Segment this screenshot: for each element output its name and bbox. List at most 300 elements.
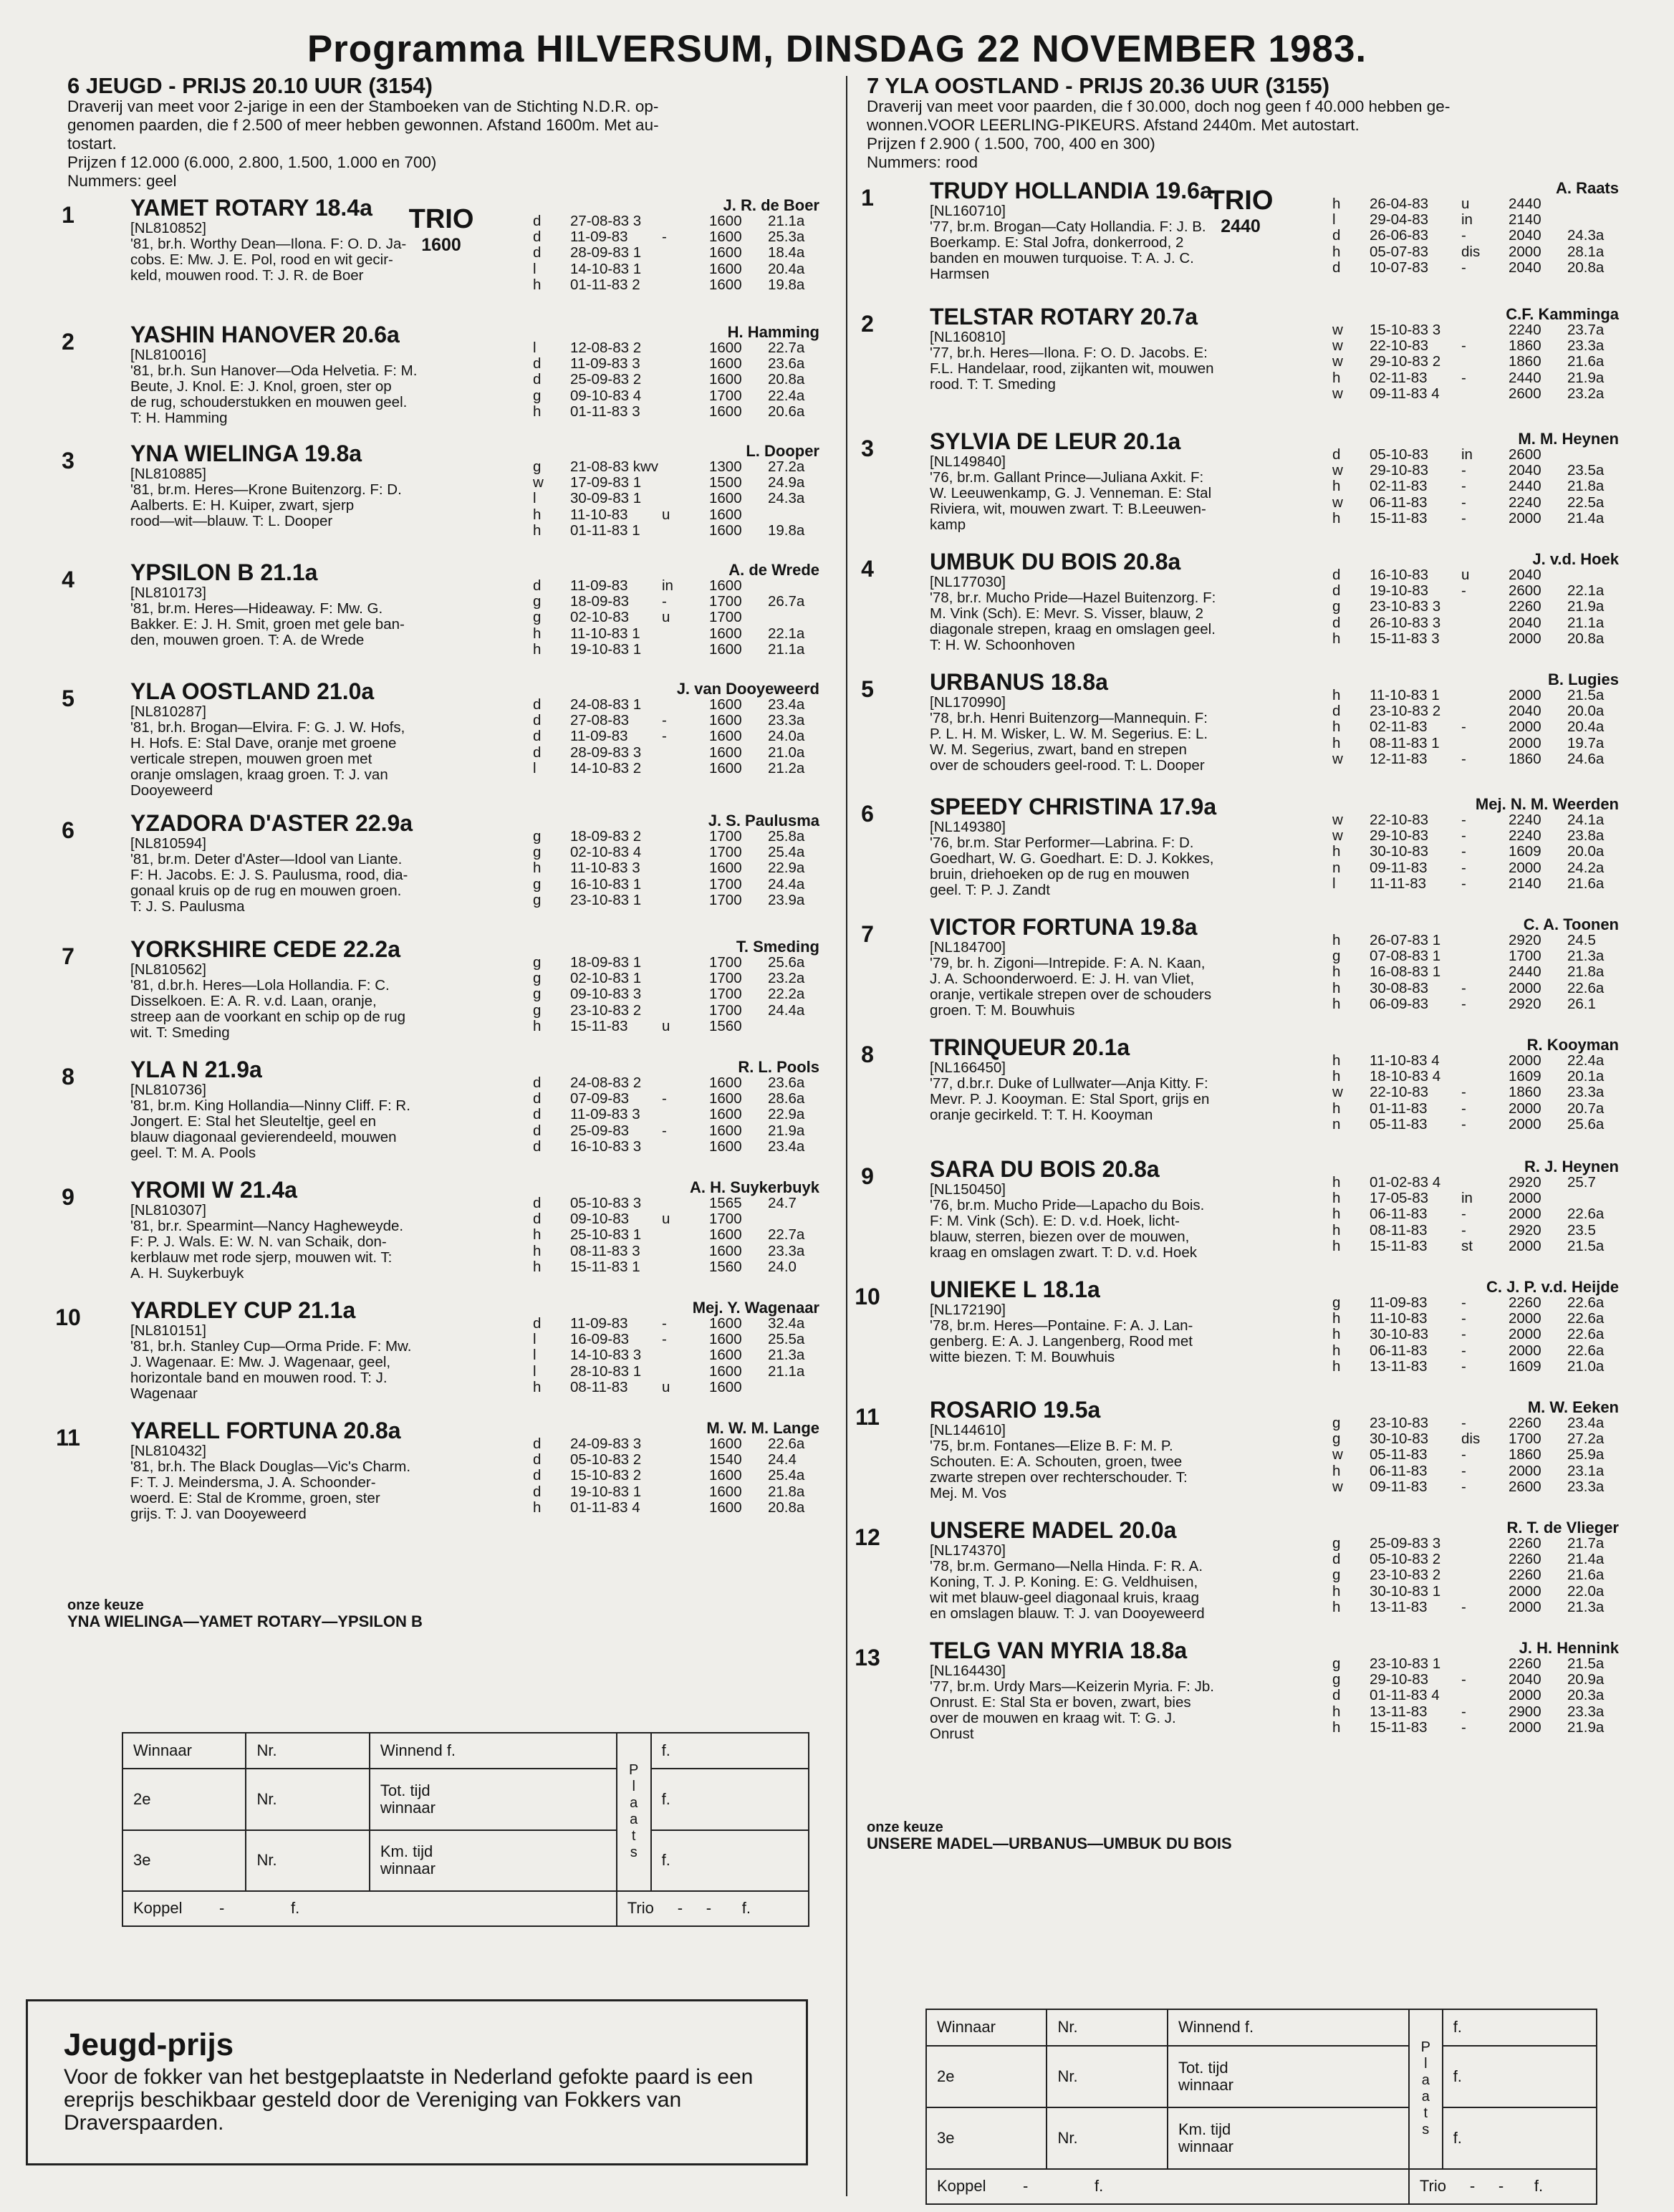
- track-code: d: [533, 1467, 542, 1484]
- track-code: h: [533, 625, 542, 642]
- nr-label: Nr.: [1047, 2107, 1167, 2169]
- track-code: w: [1332, 812, 1343, 828]
- winnend-label: Winnend f.: [370, 1733, 617, 1769]
- past-performances: [533, 340, 857, 420]
- race-distance: 2040: [1509, 259, 1541, 276]
- horse-details: [130, 221, 560, 330]
- detail-line: Aalberts. E: H. Kuiper, zwart, sjerp: [130, 497, 355, 514]
- race-distance: 2260: [1509, 1535, 1541, 1552]
- race-distance: 1600: [709, 213, 742, 229]
- race-distance: 2000: [1509, 859, 1541, 876]
- race-remark: -: [1461, 750, 1466, 767]
- third-label: 3e: [122, 1830, 246, 1891]
- detail-line: '77, br.m. Brogan—Caty Hollandia. F: J. B.: [930, 218, 1206, 235]
- past-performances: [1332, 447, 1656, 526]
- race-distance: 2000: [1509, 1582, 1541, 1600]
- performance-row: [1332, 736, 1656, 751]
- performance-row: [533, 1139, 857, 1155]
- performance-row: [1332, 1688, 1656, 1703]
- detail-line: cobs. E: Mw. J. E. Pol, rood en wit gecir-: [130, 251, 393, 268]
- horse-name: YZADORA D'ASTER 22.9a: [130, 810, 413, 836]
- race-distance: 1600: [709, 1315, 742, 1332]
- race-time: 20.8a: [1567, 630, 1605, 647]
- performance-row: [1332, 1584, 1656, 1600]
- detail-line: Jongert. E: Stal het Sleuteltje, geel en: [130, 1113, 377, 1130]
- race-distance: 1600: [709, 1074, 742, 1091]
- trainer-name: M. M. Heynen: [1518, 430, 1619, 448]
- performance-row: [1332, 1175, 1656, 1191]
- entry-number: 2: [861, 311, 874, 337]
- trainer-name: J. S. Paulusma: [708, 812, 819, 830]
- detail-line: rood—wit—blauw. T: L. Dooper: [130, 513, 333, 529]
- detail-line: '81, br.h. Brogan—Elvira. F: G. J. W. Hofs,: [130, 719, 405, 736]
- horse-details: [130, 1443, 560, 1552]
- track-code: g: [533, 844, 542, 861]
- track-code: w: [533, 474, 544, 491]
- track-code: d: [1332, 1687, 1341, 1704]
- race-distance: 1609: [1509, 1357, 1541, 1375]
- koppel-dash: -: [1023, 2177, 1029, 2196]
- race-remark: -: [1461, 509, 1466, 526]
- race-distance: 1600: [709, 1499, 742, 1516]
- performance-row: [533, 1380, 857, 1395]
- race-time: 23.4a: [1567, 1415, 1605, 1431]
- trainer-name: J. H. Hennink: [1519, 1639, 1619, 1657]
- race-time: 20.3a: [1567, 1687, 1605, 1704]
- detail-line: Koning, T. J. P. Koning. E: G. Veldhuisen,: [930, 1574, 1198, 1590]
- performance-row: [533, 761, 857, 776]
- track-code: h: [1332, 718, 1341, 736]
- race-distance: 1700: [709, 387, 742, 404]
- detail-line: [NL160710]: [930, 203, 1006, 219]
- track-code: h: [1332, 1310, 1341, 1327]
- horse-details: [930, 454, 1360, 563]
- horse-entry: [62, 195, 855, 314]
- performance-row: [533, 610, 857, 625]
- race-remark: -: [1461, 1115, 1466, 1133]
- track-code: h: [1332, 478, 1341, 495]
- trio-cell: [1409, 2169, 1597, 2204]
- race-distance: 2600: [1509, 582, 1541, 600]
- race-remark: -: [1461, 259, 1466, 276]
- trio-cell: [617, 1891, 809, 1926]
- race-distance: 2240: [1509, 812, 1541, 828]
- race-remark: [1461, 615, 1509, 631]
- trainer-name: H. Hamming: [727, 323, 819, 341]
- horse-entry: [855, 1517, 1655, 1636]
- race-remark: [662, 697, 709, 713]
- race-distance: 1600: [709, 728, 742, 745]
- detail-line: '81, br.h. Stanley Cup—Orma Pride. F: Mw.: [130, 1338, 412, 1355]
- track-code: h: [533, 276, 542, 293]
- race-remark: u: [662, 1017, 670, 1034]
- detail-line: [NL172190]: [930, 1302, 1006, 1318]
- race-remark: [662, 1347, 709, 1363]
- race-time: 19.7a: [1567, 734, 1605, 751]
- race-time: 23.3a: [1567, 1084, 1605, 1101]
- race-remark: [662, 1244, 709, 1259]
- race-time: 21.1a: [768, 640, 805, 658]
- race-distance: 1600: [709, 244, 742, 261]
- past-performances: [533, 1075, 857, 1155]
- plaats-label: [1409, 2009, 1443, 2169]
- entry-number: 7: [62, 943, 74, 969]
- track-code: d: [1332, 227, 1341, 244]
- race-remark: [662, 955, 709, 971]
- plaats-letter: a: [1421, 2089, 1430, 2105]
- detail-line: '81, br.m. Heres—Hideaway. F: Mw. G.: [130, 600, 383, 617]
- race-distance: 1600: [709, 759, 742, 776]
- race-remark: [1461, 1053, 1509, 1069]
- race-distance: 1700: [709, 828, 742, 845]
- horse-name: UMBUK DU BOIS 20.8a: [930, 549, 1181, 574]
- track-code: h: [1332, 1598, 1341, 1615]
- detail-line: P. L. H. M. Wisker, L. W. M. Segerius. E: L.: [930, 726, 1208, 742]
- performance-row: [1332, 933, 1656, 948]
- detail-line: '81, br.r. Spearmint—Nancy Hagheweyde.: [130, 1218, 404, 1234]
- race-time: 23.3a: [768, 1242, 805, 1259]
- race-remark: -: [1461, 1206, 1466, 1223]
- detail-line: Boerkamp. E: Stal Jofra, donkerrood, 2: [930, 234, 1184, 251]
- detail-line: '77, br.m. Urdy Mars—Keizerin Myria. F: Jb.: [930, 1678, 1214, 1695]
- detail-line: Onrust: [930, 1726, 974, 1742]
- race-date-place: 27-08-83 3: [570, 213, 642, 229]
- race-date-place: 07-09-83: [570, 1090, 630, 1107]
- track-code: d: [533, 1074, 542, 1091]
- race-remark: -: [1461, 582, 1466, 600]
- onze-keuze-picks: UNSERE MADEL—URBANUS—UMBUK DU BOIS: [867, 1834, 1232, 1852]
- performance-row: [533, 1211, 857, 1227]
- km-tijd-label-line2: winnaar: [380, 1860, 436, 1878]
- race-time: 22.6a: [1567, 1294, 1605, 1311]
- track-code: h: [533, 521, 542, 539]
- race-distance: 1600: [709, 1090, 742, 1107]
- race-date-place: 25-09-83 2: [570, 371, 642, 388]
- detail-line: '78, br.h. Henri Buitenzorg—Mannequin. F:: [930, 710, 1208, 726]
- race-time: 22.1a: [1567, 582, 1605, 600]
- past-performances: [533, 213, 857, 293]
- race-remark: [662, 523, 709, 539]
- performance-row: [533, 356, 857, 372]
- race-time: 21.6a: [1567, 353, 1605, 370]
- race-distance: 2000: [1509, 1342, 1541, 1359]
- race-date-place: 06-11-83: [1370, 1206, 1428, 1223]
- track-code: w: [1332, 385, 1343, 402]
- performance-row: [533, 1227, 857, 1243]
- trainer-name: R. Kooyman: [1526, 1036, 1619, 1054]
- race-time: 25.4a: [768, 1467, 805, 1484]
- race-distance: 2000: [1509, 1310, 1541, 1327]
- koppel-cell: [926, 2169, 1409, 2204]
- performance-row: [1332, 212, 1656, 228]
- horse-details: [930, 1302, 1360, 1411]
- horse-name: YLA OOSTLAND 21.0a: [130, 678, 375, 704]
- track-code: h: [1332, 963, 1341, 981]
- race-remark: -: [1461, 1598, 1466, 1615]
- race-remark: dis: [1461, 1430, 1481, 1448]
- plaats-letter: a: [630, 1812, 638, 1828]
- track-code: g: [533, 828, 542, 845]
- race-distance: 2260: [1509, 1567, 1541, 1584]
- race-distance: 1609: [1509, 1068, 1541, 1085]
- race-heading: 6 JEUGD - PRIJS 20.10 UUR (3154): [67, 73, 433, 98]
- race-distance: 2040: [1509, 703, 1541, 720]
- race-remark: [1461, 1584, 1509, 1600]
- race-remark: -: [1461, 478, 1466, 495]
- track-code: d: [533, 213, 542, 229]
- race-time: 32.4a: [768, 1315, 805, 1332]
- race-remark: [1461, 1552, 1509, 1567]
- race-distance: 2000: [1509, 509, 1541, 526]
- detail-line: kerblauw met rode sjerp, mouwen wit. T:: [130, 1249, 393, 1266]
- performance-row: [533, 893, 857, 908]
- detail-line: verticale strepen, mouwen groen met: [130, 751, 372, 767]
- horse-entry: [55, 1297, 855, 1416]
- performance-row: [1332, 948, 1656, 964]
- performance-row: [533, 578, 857, 594]
- race-time: 20.7a: [1567, 1100, 1605, 1117]
- track-code: d: [533, 696, 542, 713]
- track-code: d: [533, 244, 542, 261]
- track-code: g: [1332, 1655, 1341, 1672]
- performance-row: [533, 594, 857, 610]
- trio-label: Trio: [627, 1899, 654, 1918]
- race-remark: [662, 1468, 709, 1484]
- horse-entry: [855, 1397, 1655, 1516]
- race-date-place: 16-08-83 1: [1370, 963, 1441, 981]
- track-code: h: [1332, 932, 1341, 948]
- performance-row: [1332, 1431, 1656, 1447]
- performance-row: [1332, 495, 1656, 511]
- track-code: h: [1332, 1174, 1341, 1191]
- performance-row: [1332, 370, 1656, 386]
- detail-line: kraag en omslagen zwart. T: D. v.d. Hoek: [930, 1244, 1197, 1261]
- track-code: h: [533, 1378, 542, 1395]
- race-time: [768, 1019, 825, 1034]
- race-remark: [662, 1139, 709, 1155]
- race-distance: 1600: [709, 860, 742, 877]
- race-date-place: 23-10-83 2: [1370, 703, 1441, 720]
- plaats-letter: a: [630, 1795, 638, 1812]
- plaats-letter: l: [632, 1779, 635, 1795]
- race-date-place: 11-09-83: [1370, 1294, 1428, 1311]
- detail-line: den, mouwen groen. T: A. de Wrede: [130, 632, 365, 648]
- place-payout-f: f.: [651, 1830, 809, 1891]
- track-code: n: [1332, 1115, 1341, 1133]
- track-code: d: [533, 1106, 542, 1123]
- race-distance: 1860: [1509, 353, 1541, 370]
- race-remark: [662, 642, 709, 658]
- race-remark: -: [1461, 1100, 1466, 1117]
- track-code: d: [533, 1195, 542, 1211]
- race-remark: [662, 971, 709, 986]
- race-date-place: 01-11-83 4: [570, 1499, 640, 1516]
- performance-row: [1332, 719, 1656, 735]
- race-date-place: 02-10-83: [570, 609, 630, 626]
- track-code: d: [533, 712, 542, 729]
- trio-dash: -: [706, 1899, 712, 1918]
- detail-line: '77, d.br.r. Duke of Lullwater—Anja Kitty. F:: [930, 1075, 1208, 1092]
- race-date-place: 13-11-83: [1370, 1598, 1428, 1615]
- horse-name: YNA WIELINGA 19.8a: [130, 441, 362, 466]
- race-time: 20.6a: [768, 403, 805, 420]
- race-distance: 1600: [709, 1226, 742, 1244]
- race-time: 23.7a: [1567, 322, 1605, 338]
- race-time: 23.5a: [1567, 462, 1605, 479]
- koppel-cell: [122, 1891, 617, 1926]
- detail-line: geel. T: P. J. Zandt: [930, 882, 1050, 898]
- race-date-place: 30-10-83 1: [1370, 1582, 1441, 1600]
- track-code: l: [1332, 211, 1336, 229]
- tot-tijd-label-line2: winnaar: [380, 1799, 436, 1817]
- track-code: h: [1332, 1068, 1341, 1085]
- race-date-place: 11-10-83 3: [570, 860, 640, 877]
- race-conditions-line: Prijzen f 12.000 (6.000, 2.800, 1.500, 1.000 en 700): [67, 153, 437, 171]
- race-time: 21.9a: [1567, 1718, 1605, 1736]
- performance-row: [1332, 354, 1656, 370]
- race-distance: 2260: [1509, 1655, 1541, 1672]
- entry-number: 5: [861, 676, 874, 702]
- race-date-place: 09-11-83: [1370, 1478, 1428, 1495]
- race-distance: 1600: [709, 744, 742, 761]
- performance-row: [1332, 244, 1656, 260]
- race-date-place: 02-10-83 1: [570, 970, 642, 987]
- performance-row: [1332, 1656, 1656, 1672]
- race-distance: 1600: [709, 371, 742, 388]
- race-distance: 1600: [709, 1242, 742, 1259]
- race-remark: [1461, 933, 1509, 948]
- trainer-name: B. Lugies: [1547, 670, 1619, 688]
- track-code: l: [533, 1331, 537, 1348]
- track-code: g: [533, 954, 542, 971]
- race-time: 25.5a: [768, 1331, 805, 1348]
- race-date-place: 30-10-83: [1370, 843, 1429, 860]
- performance-row: [533, 697, 857, 713]
- race-remark: -: [1461, 1294, 1466, 1311]
- detail-line: zwarte strepen over rechterschouder. T:: [930, 1469, 1188, 1486]
- race-remark: [662, 340, 709, 356]
- race-remark: [1461, 1175, 1509, 1191]
- race-distance: 1600: [709, 506, 742, 523]
- past-performances: [1332, 1536, 1656, 1615]
- race-date-place: 29-10-83: [1370, 1671, 1429, 1688]
- race-conditions-line: Nummers: rood: [867, 153, 978, 171]
- race-time: 23.6a: [768, 355, 805, 372]
- trainer-name: C. J. P. v.d. Heijde: [1486, 1278, 1619, 1296]
- horse-entry: [861, 669, 1655, 788]
- track-code: h: [533, 506, 542, 523]
- race-remark: [1461, 354, 1509, 370]
- race-distance: 1700: [709, 1211, 742, 1228]
- race-remark: u: [1461, 567, 1470, 583]
- track-code: g: [533, 609, 542, 626]
- race-remark: [1461, 1536, 1509, 1552]
- race-distance: 2000: [1509, 1687, 1541, 1704]
- detail-line: [NL810736]: [130, 1082, 207, 1098]
- track-code: h: [1332, 1582, 1341, 1600]
- race-date-place: 01-11-83 2: [570, 276, 640, 293]
- race-remark: [662, 277, 709, 293]
- race-distance: 2440: [1509, 369, 1541, 386]
- race-remark: -: [1461, 827, 1466, 845]
- performance-row: [533, 245, 857, 261]
- race-time: 23.3a: [1567, 1703, 1605, 1720]
- track-code: h: [1332, 196, 1341, 212]
- track-code: h: [1332, 1100, 1341, 1117]
- detail-line: '81, br.m. Heres—Krone Buitenzorg. F: D.: [130, 481, 402, 498]
- entry-number: 1: [62, 202, 74, 228]
- detail-line: F: P. J. Wals. E: W. N. van Schaik, don-: [130, 1234, 387, 1250]
- race-remark: [1461, 1567, 1509, 1583]
- race-remark: in: [1461, 446, 1473, 463]
- race-date-place: 25-09-83 3: [1370, 1535, 1441, 1552]
- detail-line: '76, br.m. Gallant Prince—Juliana Axkit. F:: [930, 469, 1204, 486]
- track-code: h: [1332, 1206, 1341, 1223]
- race-time: 21.8a: [768, 1483, 805, 1500]
- km-tijd-label-line2: winnaar: [1178, 2137, 1233, 2155]
- race-remark: [1461, 386, 1509, 402]
- nr-label: Nr.: [1047, 2009, 1167, 2046]
- race-distance: 2040: [1509, 1671, 1541, 1688]
- race-time: 25.3a: [768, 229, 805, 246]
- race-distance: 2000: [1509, 1190, 1541, 1207]
- horse-details: [930, 1060, 1360, 1169]
- track-code: n: [1332, 859, 1341, 876]
- race-remark: [1461, 948, 1509, 964]
- trainer-name: A. H. Suykerbuyk: [690, 1178, 819, 1196]
- tot-tijd-label-line2: winnaar: [1178, 2075, 1233, 2094]
- horse-name: YASHIN HANOVER 20.6a: [130, 322, 400, 347]
- race-distance: 2140: [1509, 875, 1541, 892]
- race-remark: -: [1461, 718, 1466, 736]
- race-remark: [1461, 736, 1509, 751]
- race-distance: 1600: [709, 1483, 742, 1500]
- track-code: l: [533, 490, 537, 507]
- race-time: 20.9a: [1567, 1671, 1605, 1688]
- track-code: l: [533, 260, 537, 277]
- performance-row: [1332, 386, 1656, 402]
- performance-row: [1332, 1479, 1656, 1495]
- performance-row: [533, 971, 857, 986]
- detail-line: Dooyeweerd: [130, 782, 213, 799]
- onze-keuze-picks: YNA WIELINGA—YAMET ROTARY—YPSILON B: [67, 1612, 423, 1630]
- race-distance: 1560: [709, 1258, 742, 1275]
- race-distance: 1600: [709, 490, 742, 507]
- race-remark: [662, 893, 709, 908]
- performance-row: [533, 1468, 857, 1484]
- race-remark: -: [1461, 859, 1466, 876]
- race-time: 21.9a: [1567, 369, 1605, 386]
- race-distance: 1700: [709, 875, 742, 893]
- race-date-place: 26-04-83: [1370, 196, 1429, 212]
- tot-tijd-label-line1: Tot. tijd: [1178, 2058, 1228, 2077]
- performance-row: [533, 261, 857, 277]
- race-time: 23.4a: [768, 696, 805, 713]
- detail-line: Onrust. E: Stal Sta er boven, zwart, bies: [930, 1694, 1191, 1711]
- race-distance: 2440: [1509, 196, 1541, 212]
- race-date-place: 18-09-83 1: [570, 954, 642, 971]
- race-date-place: 12-11-83: [1370, 750, 1428, 767]
- plaats-letter: s: [1422, 2122, 1430, 2138]
- detail-line: kamp: [930, 516, 966, 533]
- race-time: 22.9a: [768, 1106, 805, 1123]
- race-date-place: 19-10-83 1: [570, 1483, 642, 1500]
- race-date-place: 23-10-83: [1370, 1415, 1429, 1431]
- race-remark: [662, 475, 709, 491]
- performance-row: [1332, 964, 1656, 980]
- track-code: d: [533, 1138, 542, 1155]
- race-remark: [662, 1500, 709, 1516]
